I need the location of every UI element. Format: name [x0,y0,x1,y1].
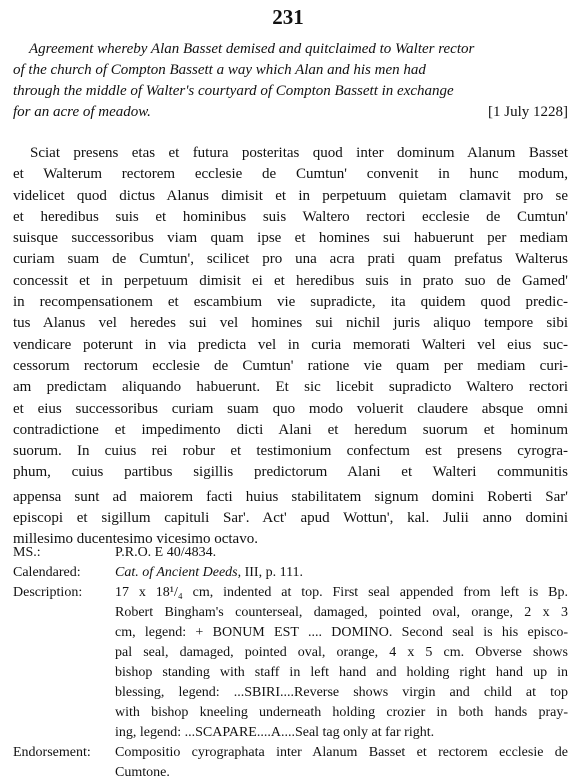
charter-line: concessit et in perpetuum dimisit ei et heredibus suis in prato suo de Gamed' [13,272,568,289]
ms-row [13,543,568,563]
description-label: Description: [13,585,83,600]
description-line: Robert Bingham's counterseal, damaged, pointed oval, orange, 2 x 3 [115,605,568,620]
charter-line: videlicet quod dictus Alanus dimisit et in perpetuum quietam clamavit pro se [13,187,568,204]
charter-line: phum, cuius partibus sigillis predictorum Alani et Walteri communitis [13,464,568,481]
charter-line: cessorum rectorum ecclesie de Cumtun' ratione vie quam per mediam curi- [13,357,568,374]
charter-line: et heredibus suis et hominibus suis Waltero rectori ecclesie de Cumtun' [13,208,568,225]
summary-line: of the church of Compton Bassett a way which Alan and his men had [13,62,426,78]
apparatus-notes [13,543,568,783]
charter-line: tus Alanus vel heredes sui vel homines sui nichil juris aliquo tempore sibi [13,315,568,332]
charter-line: episcopi et sigillum capituli Sar'. Act' apud Wottun', kal. Julii anno domini [13,510,568,527]
charter-line: in recompensationem et escambium vie supradicte, ita quidem quod predic- [13,294,568,311]
charter-text [13,143,568,551]
ms-label: MS.: [13,545,41,560]
document-summary [13,39,568,123]
description-row [13,583,568,743]
description-line: bishop standing with staff in left hand and holding right hand up in [115,665,568,680]
endorsement-line: Compositio cyrographata inter Alanum Basset et rectorem ecclesie de [115,745,568,760]
description-line: ing, legend: ...SCAPARE....A....Seal tag only at far right. [115,725,435,740]
calendared-ref: , III, p. 111. [237,565,304,580]
calendared-value [115,563,568,583]
summary-line: through the middle of Walter's courtyard of Compton Bassett in exchange [13,83,454,99]
charter-line: et Walterum rectorem ecclesie de Cumtun' convenit in hunc modum, [13,166,568,183]
charter-line: curiam suam de Cumtun', scilicet pro una acra prati quam prefatus Walterus [13,251,568,268]
charter-line: suorum. In cuius rei robur et testimonium confectum est presens cyrogra- [13,443,568,460]
endorsement-line: Cumtone. [115,765,170,780]
endorsement-value [115,743,568,783]
document-date: [1 July 1228] [488,104,568,120]
description-line: pal seal, damaged, pointed oval, orange, 4 x 5 cm. Obverse shows [115,645,568,660]
calendared-title: Cat. of Ancient Deeds [115,565,238,580]
ms-value: P.R.O. E 40/4834. [115,545,217,560]
summary-last-line [13,102,568,123]
document-number: 231 [272,5,304,29]
charter-line: contradictione et impedimento dicti Alani et heredum suorum et hominum [13,421,568,438]
description-line: with bishop kneeling underneath holding crozier in both hands pray- [115,705,568,720]
charter-line: et eius successoribus curiam suam quo modo voluerit claudere absque omni [13,400,568,417]
charter-line: appensa sunt ad maiorem facti huius stabilitatem signum domini Roberti Sar' [13,488,568,505]
charter-line: am predictam aliquando habuerunt. Et sic licebit supradicto Waltero rectori [13,379,568,396]
charter-line: Sciat presens etas et futura posteritas quod inter dominum Alanum Basset [30,145,568,161]
endorsement-row [13,743,568,783]
calendared-row [13,563,568,583]
calendared-label: Calendared: [13,565,81,580]
description-line: cm, legend: + BONUM EST .... DOMINO. Second seal is his episco- [115,625,568,640]
description-value [115,583,568,743]
charter-line: millesimo ducentesimo vicesimo octavo. [13,531,258,548]
description-line: 17 x 18¹/₄ cm, indented at top. First seal appended from left is Bp. [115,585,568,600]
charter-line: suisque successoribus viam quam ipse et homines sui habuerunt per mediam [13,230,568,247]
charter-line: vendicare poterunt in via predicta vel in curia memorati Walteri vel eius suc- [13,336,568,353]
summary-line: Agreement whereby Alan Basset demised and quitclaimed to Walter rector [29,41,475,57]
summary-line: for an acre of meadow. [13,104,151,120]
endorsement-label: Endorsement: [13,745,91,760]
description-line: blessing, legend: ...SBIRI....Reverse shows virgin and child at top [115,685,568,700]
